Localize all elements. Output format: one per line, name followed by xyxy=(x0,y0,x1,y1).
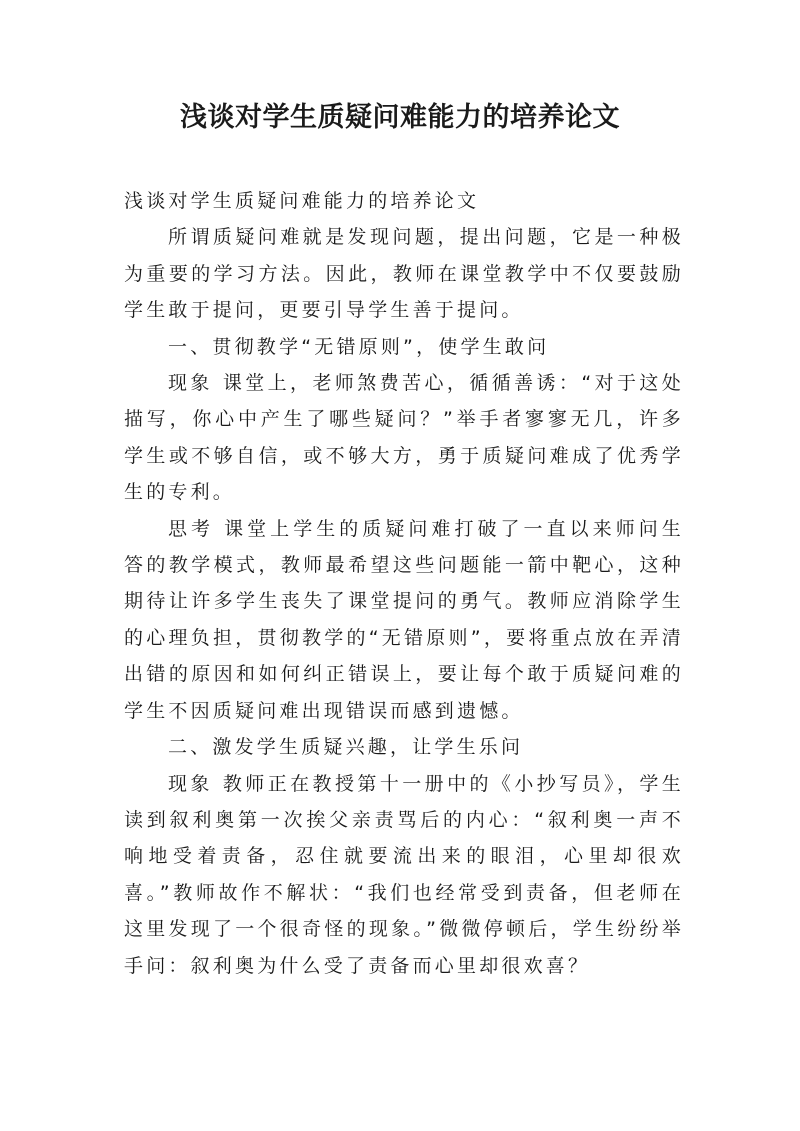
phenomenon-text: 课堂上，老师煞费苦心，循循善诱：“对于这处描写，你心中产生了哪些疑问？”举手者寥寥无几，许多学生或不够自信，或不够大方，勇于质疑问难成了优秀学生的专利。 xyxy=(124,372,685,504)
intro-paragraph: 所谓质疑问难就是发现问题，提出问题，它是一种极为重要的学习方法。因此，教师在课堂教学中不仅要鼓励学生敢于提问，更要引导学生善于提问。 xyxy=(124,226,684,322)
document-body xyxy=(124,183,684,984)
phenomenon-paragraph-1 xyxy=(124,365,684,511)
phenomenon-label: 现象 xyxy=(168,772,213,795)
thinking-paragraph-1 xyxy=(124,511,684,729)
thinking-text: 课堂上学生的质疑问难打破了一直以来师问生答的教学模式，教师最希望这些问题能一箭中靶心，这种期待让许多学生丧失了课堂提问的勇气。教师应消除学生的心理负担，贯彻教学的“无错原则”，要将重点放在弄清出错的原因和如何纠正错误上，要让每个敢于质疑问难的学生不因质疑问难出现错误而感到遗憾。 xyxy=(124,517,684,722)
document-title: 浅谈对学生质疑问难能力的培养论文 xyxy=(180,102,620,133)
section-heading-1: 一、贯彻教学“无错原则”，使学生敢问 xyxy=(168,335,550,358)
section-heading-2: 二、激发学生质疑兴趣，让学生乐问 xyxy=(168,736,524,759)
phenomenon-paragraph-2 xyxy=(124,766,684,984)
phenomenon-label: 现象 xyxy=(168,372,213,395)
subtitle-line: 浅谈对学生质疑问难能力的培养论文 xyxy=(124,190,480,212)
thinking-label: 思考 xyxy=(168,517,215,540)
phenomenon-text: 教师正在教授第十一册中的《小抄写员》，学生读到叙利奥第一次挨父亲责骂后的内心：“叙利奥一声不响地受着责备，忍住就要流出来的眼泪，心里却很欢喜。”教师故作不解状：“我们也经常受到责备，但老师在这里发现了一个很奇怪的现象。”微微停顿后，学生纷纷举手问：叙利奥为什么受了责备而心里却很欢喜？ xyxy=(124,772,685,977)
